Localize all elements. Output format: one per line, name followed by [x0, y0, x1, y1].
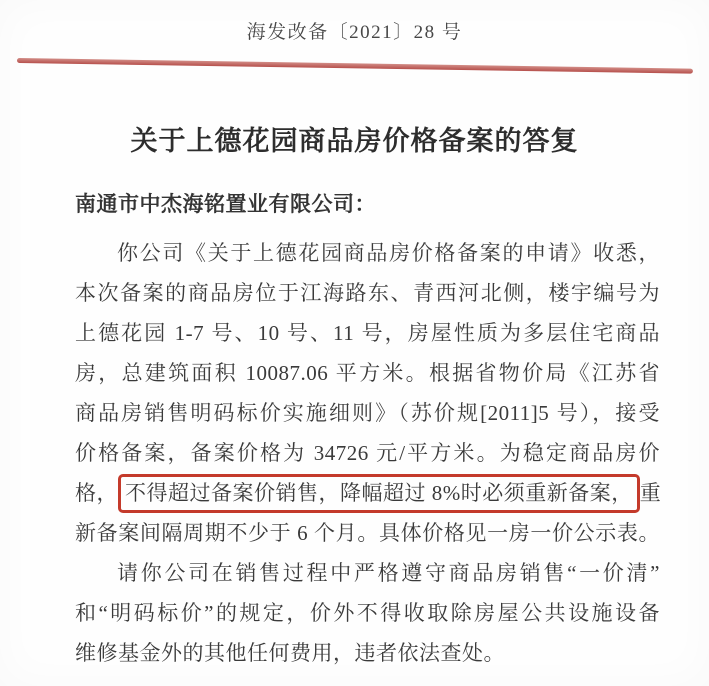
text-segment: 维修基金外的其他任何费用，违者依法查处。: [75, 641, 505, 665]
body-line: [75, 233, 660, 273]
body-line: [75, 473, 660, 513]
text-segment: 你公司《关于上德花园商品房价格备案的申请》收悉，: [117, 241, 660, 265]
text-segment: 新备案间隔周期不少于 6 个月。具体价格见一房一价公示表。: [75, 521, 660, 545]
body-line: [75, 273, 660, 313]
addressee: 南通市中杰海铭置业有限公司：: [75, 192, 376, 216]
text-segment: 房，总建筑面积 10087.06 平方米。根据省物价局《江苏省: [75, 361, 660, 385]
doc-number: 海发改备〔2021〕28 号: [246, 22, 463, 43]
body-line: [75, 593, 660, 633]
text-segment: 重: [639, 481, 662, 505]
body-line: [75, 353, 660, 393]
body-line: [75, 393, 660, 433]
document-title: 关于上德花园商品房价格备案的答复: [130, 126, 579, 156]
text-segment: 价格备案，备案价格为 34726 元/平方米。为稳定商品房价: [75, 441, 660, 465]
document-body: [75, 233, 660, 673]
body-line: [75, 633, 660, 673]
text-segment: 和“明码标价”的规定，价外不得收取除房屋公共设施设备: [75, 601, 660, 625]
body-line: [75, 433, 660, 473]
text-segment: 格，: [75, 481, 118, 505]
text-segment: 本次备案的商品房位于江海路东、青西河北侧，楼宇编号为: [75, 281, 660, 305]
text-segment: 商品房销售明码标价实施细则》（苏价规[2011]5 号），接受: [75, 401, 660, 425]
body-line: [75, 313, 660, 353]
body-line: [75, 553, 660, 593]
text-segment: 上德花园 1-7 号、10 号、11 号，房屋性质为多层住宅商品: [75, 321, 660, 345]
highlighted-clause: 不得超过备案价销售，降幅超过 8%时必须重新备案，: [118, 474, 640, 513]
red-rule: [17, 58, 693, 74]
body-line: [75, 513, 660, 553]
text-segment: 请你公司在销售过程中严格遵守商品房销售“一价清”: [117, 561, 660, 585]
